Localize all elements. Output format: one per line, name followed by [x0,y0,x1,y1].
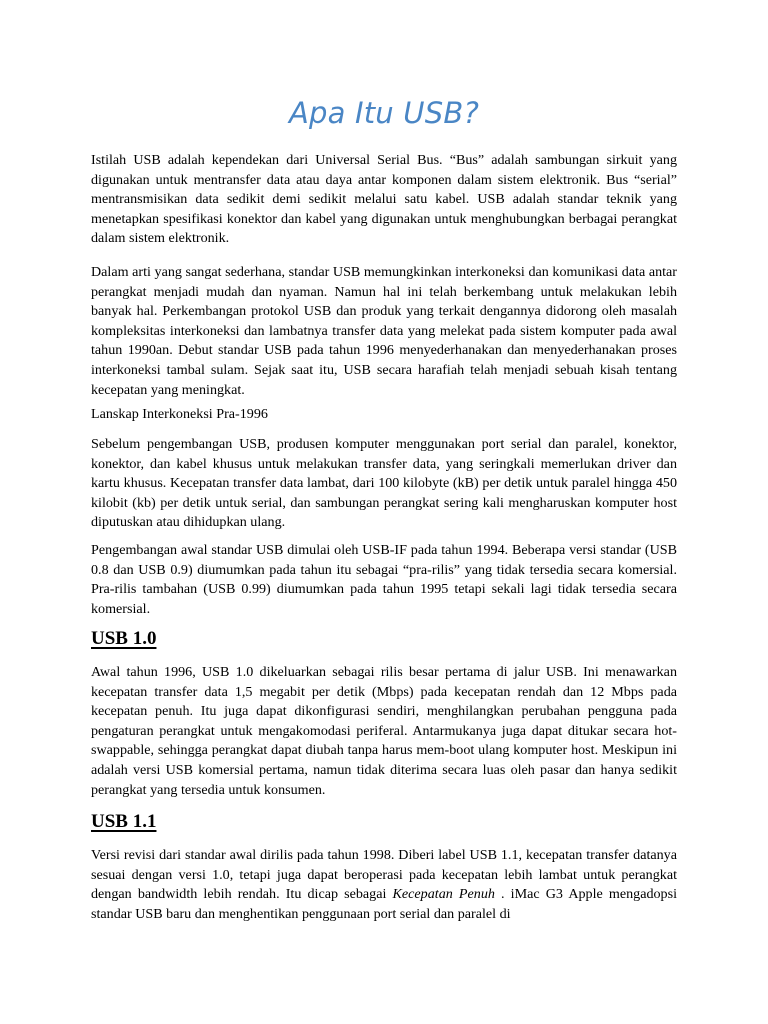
page-title: Apa Itu USB? [288,96,480,130]
paragraph-usb-1-1-text-end: . iMac G3 Apple mengadopsi standar USB baru dan menghentikan penggunaan port serial dan paralel di [91,886,677,922]
page-bottom-margin [0,1000,768,1024]
paragraph-usb-1-0: Awal tahun 1996, USB 1.0 dikeluarkan sebagai rilis besar pertama di jalur USB. Ini menawarkan kecepatan transfer data 1,5 megabit per detik (Mbps) pada kecepatan rendah dan 12 Mbps pada kecepatan penuh. Itu juga dapat dikonfigurasi sendiri, menghilangkan perubahan pengguna pada pengaturan perangkat untuk mengakomodasi periferal. Antarmukanya juga dapat ditukar secara hot-swappable, sehingga perangkat dapat diubah tanpa harus mem-boot ulang komputer host. Meskipun ini adalah versi USB komersial pertama, namun tidak diterima secara luas oleh pasar dan hanya sedikit perangkat yang tersedia untuk konsumen. [91,664,677,798]
heading-usb-1-0: USB 1.0 [91,628,157,649]
paragraph-definition: Dalam arti yang sangat sederhana, standar USB memungkinkan interkoneksi dan komunikasi data antar perangkat menjadi mudah dan nyaman. Namun hal ini telah berkembang untuk melakukan lebih banyak hal. Perkembangan protokol USB dan produk yang terkait dengannya didorong oleh masalah kompleksitas interkoneksi dan lambatnya transfer data yang melekat pada sistem komputer pada awal tahun 1990an. Debut standar USB pada tahun 1996 menyederhanakan dan menyederhanakan proses interkoneksi tambal sulam. Sejak saat itu, USB secara harafiah telah menjadi sebuah kisah tentang kecepatan yang meningkat. [91,264,677,398]
paragraph-early-development: Pengembangan awal standar USB dimulai oleh USB-IF pada tahun 1994. Beberapa versi standar (USB 0.8 dan USB 0.9) diumumkan pada tahun itu sebagai “pra-rilis” yang tidak tersedia secara komersial. Pra-rilis tambahan (USB 0.99) diumumkan pada tahun 1995 tetapi sekali lagi tidak tersedia secara komersial. [91,542,677,617]
paragraph-usb-1-1-italic: Kecepatan Penuh [392,886,495,903]
paragraph-usb-1-1-text: Versi revisi dari standar awal dirilis pada tahun 1998. Diberi label USB 1.1, kecepatan transfer datanya sesuai dengan versi 1.0, tetapi juga dapat beroperasi pada kecepatan lebih lambat untuk perangkat dengan bandwidth lebih rendah. Itu dicap sebagai [91,847,677,903]
paragraph-intro: Istilah USB adalah kependekan dari Universal Serial Bus. “Bus” adalah sambungan sirkuit yang digunakan untuk mentransfer data atau daya antar komponen dalam sistem elektronik. Bus “serial” mentransmisikan data sedikit demi sedikit melalui satu kabel. USB adalah standar teknik yang menetapkan spesifikasi konektor dan kabel yang digunakan untuk menghubungkan berbagai perangkat dalam sistem elektronik. [91,152,677,247]
subheading-pre-1996: Lanskap Interkoneksi Pra-1996 [91,406,268,422]
heading-usb-1-1: USB 1.1 [91,811,157,832]
paragraph-usb-1-1 [91,846,677,924]
paragraph-pre-1996: Sebelum pengembangan USB, produsen komputer menggunakan port serial dan paralel, konektor, konektor, dan kabel khusus untuk melakukan transfer data, yang seringkali memerlukan driver dan kartu khusus. Kecepatan transfer data lambat, dari 100 kilobyte (kB) per detik untuk paralel hingga 450 kilobit (kb) per detik untuk serial, dan sambungan perangkat sering kali mengharuskan komputer host diputuskan atau dihidupkan ulang. [91,436,677,531]
